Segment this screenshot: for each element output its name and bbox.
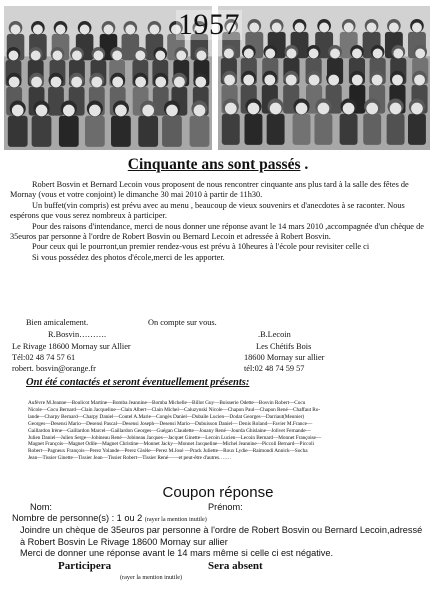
pupil-body: [293, 114, 311, 145]
pupil-face: [135, 51, 145, 61]
pupil-body: [85, 116, 105, 147]
pupil-body: [138, 116, 158, 147]
pupil-face: [142, 105, 154, 117]
pupil-face: [195, 77, 206, 88]
closing-count-on-you: On compte sur vous.: [148, 318, 217, 327]
pupil-body: [340, 114, 358, 145]
sender-left-phone: Tél:02 48 74 57 61: [12, 353, 76, 362]
pupil-body: [245, 114, 263, 145]
pupil-face: [373, 49, 383, 59]
letter-paragraph: Robert Bosvin et Bernard Lecoin vous proposent de nous rencontrer cinquante ans plus tard à la salle des fêtes de Mornay (vous et votre conjoint) le dimanche 30 mai 2010 à partir de 11h30.: [10, 180, 409, 200]
pupil-face: [265, 49, 275, 59]
coupon-title: Coupon réponse: [162, 484, 274, 501]
pupil-body: [267, 114, 285, 145]
class-photo-right: [218, 6, 430, 150]
contacts-list: [28, 400, 426, 462]
pupil-face: [9, 77, 20, 88]
pupil-face: [309, 75, 320, 86]
invitation-letter: [10, 180, 430, 263]
pupil-face: [328, 75, 339, 86]
pupil-face: [53, 51, 63, 61]
pupil-body: [363, 114, 381, 145]
pupil-face: [249, 23, 259, 33]
pupil-body: [111, 116, 131, 147]
pupil-face: [270, 103, 282, 115]
pupil-face: [33, 25, 43, 35]
pupil-body: [190, 116, 210, 147]
pupil-face: [352, 49, 362, 59]
pupil-face: [71, 77, 82, 88]
coupon-persons-label: Nombre de personne(s) : 1 ou 2: [12, 513, 143, 524]
pupil-body: [32, 116, 52, 147]
pupil-face: [125, 25, 135, 35]
pupil-face: [51, 77, 62, 88]
pupil-face: [286, 49, 296, 59]
coupon-form: [12, 502, 428, 583]
page-title-suffix: .: [300, 156, 309, 173]
pupil-face: [31, 51, 41, 61]
pupil-face: [412, 23, 422, 33]
pupil-face: [244, 49, 254, 59]
sender-left-name: R.Bosvin……….: [48, 330, 107, 339]
pupil-face: [343, 103, 355, 115]
pupil-face: [309, 49, 319, 59]
pupil-face: [319, 23, 329, 33]
pupil-face: [272, 23, 282, 33]
sender-left-email: robert. bosvin@orange.fr: [12, 364, 96, 373]
pupil-body: [59, 116, 79, 147]
pupil-face: [72, 51, 82, 61]
contacts-heading: Ont été contactés et seront éventuellement présents:: [26, 377, 250, 388]
pupil-face: [112, 77, 123, 88]
sender-right-address: 18600 Mornay sur allier: [244, 353, 325, 362]
pupil-face: [393, 49, 403, 59]
page-title-text: Cinquante ans sont passés: [127, 156, 301, 173]
pupil-body: [408, 114, 426, 145]
pupil-face: [9, 51, 19, 61]
contacts-line: Magnet François—Magnet Odile—Magnet Christine—Monnet Jacky—Monnet Jacqueline—Michel Jeannine—Piccoli Bernard—Piccoli: [28, 441, 314, 448]
coupon-prenom-label: Prénom:: [208, 502, 243, 512]
pupil-face: [225, 103, 237, 115]
coupon-strike-note: (rayer la mention inutile): [144, 516, 207, 524]
pupil-face: [224, 75, 235, 86]
pupil-face: [135, 77, 146, 88]
pupil-face: [36, 105, 48, 117]
contacts-line: Robert—Pagneux François—Perez Yolande—Perez Gisèle—Perez M.José —Prack Juliette—Roux Lydie—Raimondi Annick—Socha: [28, 448, 308, 455]
coupon-cheque-instructions: Joindre un chèque de 35euros par personne à l'ordre de Robert Bosvin ou Bernard Lecoin,adressé à Robert Bosvin Le Rivage 18600 Mornay sur allier: [20, 525, 423, 547]
sender-right-place: Les Chétifs Bois: [256, 342, 312, 351]
pupil-body: [162, 116, 182, 147]
pupil-body: [387, 114, 405, 145]
contacts-line: Aufèvre M.Jeanne—Boulicot Martine—Bomba Jeannine—Bomba Michelle—Billot Guy—Boisserie Odette—Bosvin Robert—Cocu: [28, 400, 306, 406]
pupil-face: [344, 23, 354, 33]
pupil-face: [390, 103, 402, 115]
pupil-face: [149, 25, 159, 35]
coupon-reply-deadline: Merci de donner une réponse avant le 14 mars même si celle ci est négative.: [20, 547, 334, 558]
letter-paragraph: Si vous possédez des photos d'école,merci de les apporter.: [32, 252, 225, 262]
pupil-face: [295, 23, 305, 33]
pupil-face: [112, 51, 122, 61]
sender-left-address: Le Rivage 18600 Mornay sur Allier: [12, 342, 131, 351]
pupil-face: [91, 77, 102, 88]
pupil-face: [296, 103, 308, 115]
pupil-face: [12, 105, 24, 117]
contacts-line: lande—Charpy Bernard—Charpy Daniel—Coutel A.Marie—Congès Daniel—Dubaile Lucien—Dodat Georges—Darriaut(Meunier): [28, 413, 305, 420]
pupil-face: [415, 49, 425, 59]
pupil-body: [314, 114, 332, 145]
pupil-face: [194, 105, 206, 117]
pupil-face: [166, 105, 178, 117]
pupil-face: [330, 49, 340, 59]
pupil-body: [222, 114, 240, 145]
pupil-face: [155, 51, 165, 61]
pupil-face: [80, 25, 90, 35]
pupil-face: [174, 77, 185, 88]
pupil-face: [367, 23, 377, 33]
pupil-face: [411, 103, 423, 115]
letter-paragraph: Pour ceux qui le pourront,un premier rendez-vous est prévu à 10heures à l'école pour revisiter celle ci: [32, 242, 370, 252]
pupil-face: [248, 103, 260, 115]
closing-greeting: Bien amicalement.: [26, 318, 89, 327]
pupil-face: [104, 25, 114, 35]
pupil-face: [93, 51, 103, 61]
contacts-line: Gaillardon Irène—Gaillardon Marcel—Gaillardon Georges—Guégan Claudette—Jouany René—Jourda Ghislaine—Jolivet Fernande—: [28, 427, 311, 434]
pupil-face: [243, 75, 254, 86]
sender-right-name: .B.Lecoin: [258, 330, 291, 339]
pupil-face: [11, 25, 21, 35]
pupil-face: [89, 105, 101, 117]
pupil-face: [372, 75, 383, 86]
pupil-face: [115, 105, 127, 117]
pupil-face: [366, 103, 378, 115]
pupil-face: [56, 25, 66, 35]
pupil-face: [224, 49, 234, 59]
coupon-will-be-absent: Sera absent: [208, 560, 263, 573]
class-photos: [4, 6, 430, 150]
letter-paragraph: Pour des raisons d'intendance, merci de nous donner une réponse avant le 14 mars 2010 ,accompagnée d'un chèque de 35euros par personne à l'ordre de Robert Bosvin ou Bernard Lecoin et adressée à Robert Bosvin.: [10, 221, 424, 242]
pupil-face: [63, 105, 75, 117]
contacts-line: Nicole—Cocu Bernard—Clain Jacqueline—Clain Albert—Clain Michel—Caluzynski Nicole—Chapon Paul—Chapon René—Chaffaut Ro-: [28, 406, 321, 413]
coupon-nom-label: Nom:: [30, 502, 52, 512]
pupil-face: [286, 75, 297, 86]
pupil-face: [31, 77, 42, 88]
pupil-body: [8, 116, 28, 147]
pupil-face: [414, 75, 425, 86]
pupil-face: [155, 77, 166, 88]
pupil-face: [392, 75, 403, 86]
coupon-will-attend: Participera: [58, 560, 112, 573]
pupil-face: [264, 75, 275, 86]
photo-year: 1957: [178, 8, 240, 41]
coupon-strike-note-2: (rayer la mention inutile): [120, 574, 183, 582]
pupil-face: [318, 103, 330, 115]
contacts-line: Julien Daniel—Julien Serge—Jobineau René—Jobineau Jacques—Jacquet Ginette—Lecoin Lucien—Lecoin Bernard—Monnet Françoise—: [28, 434, 322, 441]
contacts-line: Jean—Tissier Ginette—Tissier Jean—Tissier Robert—Tissier René——et peut-être d'autres…….: [28, 455, 231, 462]
pupil-face: [197, 51, 207, 61]
sender-right-phone: tél:02 48 74 59 57: [244, 364, 305, 373]
pupil-face: [352, 75, 363, 86]
pupil-face: [176, 51, 186, 61]
pupil-face: [389, 23, 399, 33]
contacts-line: Georges—Desensi Mario—Desensi Pascal—Desensi Joseph—Desensi Mario—Dubuisson Daniel— Denis Roland—Favier M.France—: [28, 420, 313, 427]
letter-paragraph: Un buffet(vin compris) est prévu avec au menu , beaucoup de vieux souvenirs et d'anecdotes à se raconter. Nous espérons que vous serez nombreux à participer.: [10, 200, 405, 221]
page-title: [0, 156, 436, 174]
